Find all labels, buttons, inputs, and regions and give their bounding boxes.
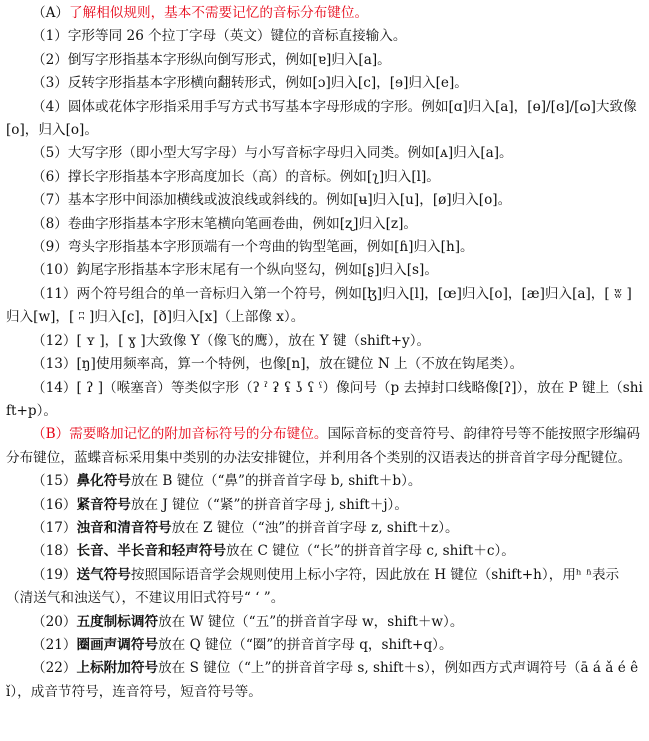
item-text: 放在 Q 键位（“圈”的拼音首字母 q，shift+q）。 [158, 636, 453, 653]
item-text: 两个符号组合的单一音标归入第一个符号，例如[ɮ]归入[l]，[œ]归入[o]，[æ]归入[a]，[ ʬ ]归入[w]，[ ʭ ]归入[c]，[ð]归入[x]（上部像 x）。 [6, 285, 632, 326]
item-text: 放在 B 键位（“鼻”的拼音首字母 b, shift＋b）。 [130, 473, 422, 490]
list-item [6, 72, 643, 95]
item-text: 字形等同 26 个拉丁字母（英文）键位的音标直接输入。 [67, 28, 407, 45]
item-term: 长音、半长音和轻声符号 [76, 543, 227, 560]
item-number: （5） [32, 145, 68, 162]
item-number: （2） [32, 51, 68, 68]
item-term: 浊音和清音符号 [76, 519, 172, 536]
list-item [6, 142, 643, 165]
list-item [6, 259, 643, 282]
item-text: 圆体或花体字形指采用手写方式书写基本字母形成的字形。例如[ɑ]归入[a]，[ɵ]/[ɞ]/[ɷ]大致像[o]，归入[o]。 [6, 98, 637, 139]
item-number: （21） [32, 636, 77, 653]
item-term: 紧音符号 [76, 496, 131, 513]
item-text: 鈎尾字形指基本字形末尾有一个纵向竖勾，例如[ʂ]归入[s]。 [76, 262, 438, 279]
item-number: （12） [32, 332, 77, 349]
item-text: 基本字形中间添加横线或波浪线或斜线的。例如[ʉ]归入[u]，[ø]归入[o]。 [67, 192, 512, 209]
item-text: 放在 S 键位（“上”的拼音首字母 s, shift＋s），例如西方式声调符号（ā á ǎ é ê ǐ），成音节符号，连音符号，短音符号等。 [6, 660, 639, 700]
item-text: [ ʔ ]（喉塞音）等类似字形（ʔ ˀ ʡ ʢ ʖ ʕ ˤ）像问号（p 去掉封口线略像[ʔ]），放在 P 键上（shift+p）。 [6, 379, 643, 419]
section-a-heading [6, 2, 643, 25]
list-item [6, 236, 643, 259]
item-number: （14） [32, 379, 77, 396]
item-term: 鼻化符号 [76, 473, 131, 490]
item-number: （15） [32, 473, 77, 490]
list-item [6, 470, 643, 493]
item-number: （11） [32, 285, 77, 302]
section-b-title: 需要略加记忆的附加音标符号的分布键位。 [69, 426, 328, 443]
list-item [6, 657, 643, 704]
item-text: 弯头字形指基本字形顶端有一个弯曲的钩型笔画，例如[ɦ]归入[h]。 [67, 239, 474, 256]
section-a-label: （A） [32, 5, 70, 21]
list-item [6, 540, 643, 563]
item-number: （20） [32, 613, 77, 630]
item-number: （8） [32, 215, 68, 232]
item-text: 放在 W 键位（“五”的拼音首字母 w，shift＋w）。 [158, 613, 464, 630]
item-number: （6） [32, 168, 68, 185]
item-text: [ŋ]使用频率高，算一个特例，也像[n]，放在键位 N 上（不放在钩尾类）。 [76, 356, 524, 373]
item-number: （18） [32, 543, 77, 560]
item-text: [ ʏ ]，[ ɣ ]大致像 Y（像飞的鹰），放在 Y 键（shift+y）。 [76, 332, 431, 349]
item-number: （19） [32, 566, 77, 583]
list-item [6, 517, 643, 540]
section-a-title: 了解相似规则，基本不需要记忆的音标分布键位。 [69, 5, 369, 21]
item-text: 反转字形指基本字形横向翻转形式，例如[ɔ]归入[c]，[ɘ]归入[e]。 [67, 75, 468, 92]
item-term: 圈画声调符号 [76, 636, 159, 653]
section-b-heading [6, 423, 643, 470]
item-number: （1） [32, 28, 68, 45]
item-number: （4） [32, 98, 68, 115]
item-number: （13） [32, 356, 77, 373]
item-number: （9） [32, 239, 68, 256]
item-text: 大写字形（即小型大写字母）与小写音标字母归入同类。例如[ᴀ]归入[a]。 [67, 145, 513, 162]
list-item [6, 564, 643, 611]
item-text: 卷曲字形指基本字形末笔横向笔画卷曲，例如[ʐ]归入[z]。 [67, 215, 417, 232]
list-item [6, 283, 643, 330]
item-number: （22） [32, 660, 77, 677]
item-number: （17） [32, 519, 77, 536]
item-number: （16） [32, 496, 77, 513]
item-term: 上标附加符号 [76, 660, 159, 677]
section-b-label: （B） [32, 426, 70, 443]
section-b-description: 国际音标的变音符号、韵律符号等不能按照字形编码分布键位，蓝蝶音标采用集中类别的办法安排键位，并利用各个类别的汉语表达的拼音首字母分配键位。 [6, 426, 641, 466]
item-number: （3） [32, 75, 68, 92]
list-item [6, 166, 643, 189]
item-text: 倒写字形指基本字形纵向倒写形式，例如[ɐ]归入[a]。 [67, 51, 391, 68]
list-item [6, 330, 643, 353]
item-text: 撑长字形指基本字形高度加长（高）的音标。例如[ʅ]归入[l]。 [67, 168, 440, 185]
item-term: 五度制标调符 [76, 613, 159, 630]
list-item [6, 49, 643, 72]
list-item [6, 494, 643, 517]
item-text: 放在 J 键位（“紧”的拼音首字母 j, shift＋j）。 [130, 496, 408, 513]
item-number: （10） [32, 262, 77, 279]
list-item [6, 189, 643, 212]
item-text: 按照国际语音学会规则使用上标小字符，因此放在 H 键位（shift+h），用ʰ ʱ表示（清送气和浊送气），不建议用旧式符号“ ‘ ”。 [6, 566, 620, 607]
item-term: 送气符号 [76, 566, 131, 583]
item-text: 放在 C 键位（“长”的拼音首字母 c, shift＋c）。 [226, 543, 515, 560]
list-item [6, 96, 643, 143]
list-item [6, 213, 643, 236]
list-item [6, 353, 643, 376]
list-item [6, 25, 643, 48]
list-item [6, 611, 643, 634]
item-text: 放在 Z 键位（“浊”的拼音首字母 z, shift＋z）。 [171, 519, 459, 536]
list-item [6, 634, 643, 657]
list-item [6, 377, 643, 424]
item-number: （7） [32, 192, 68, 209]
